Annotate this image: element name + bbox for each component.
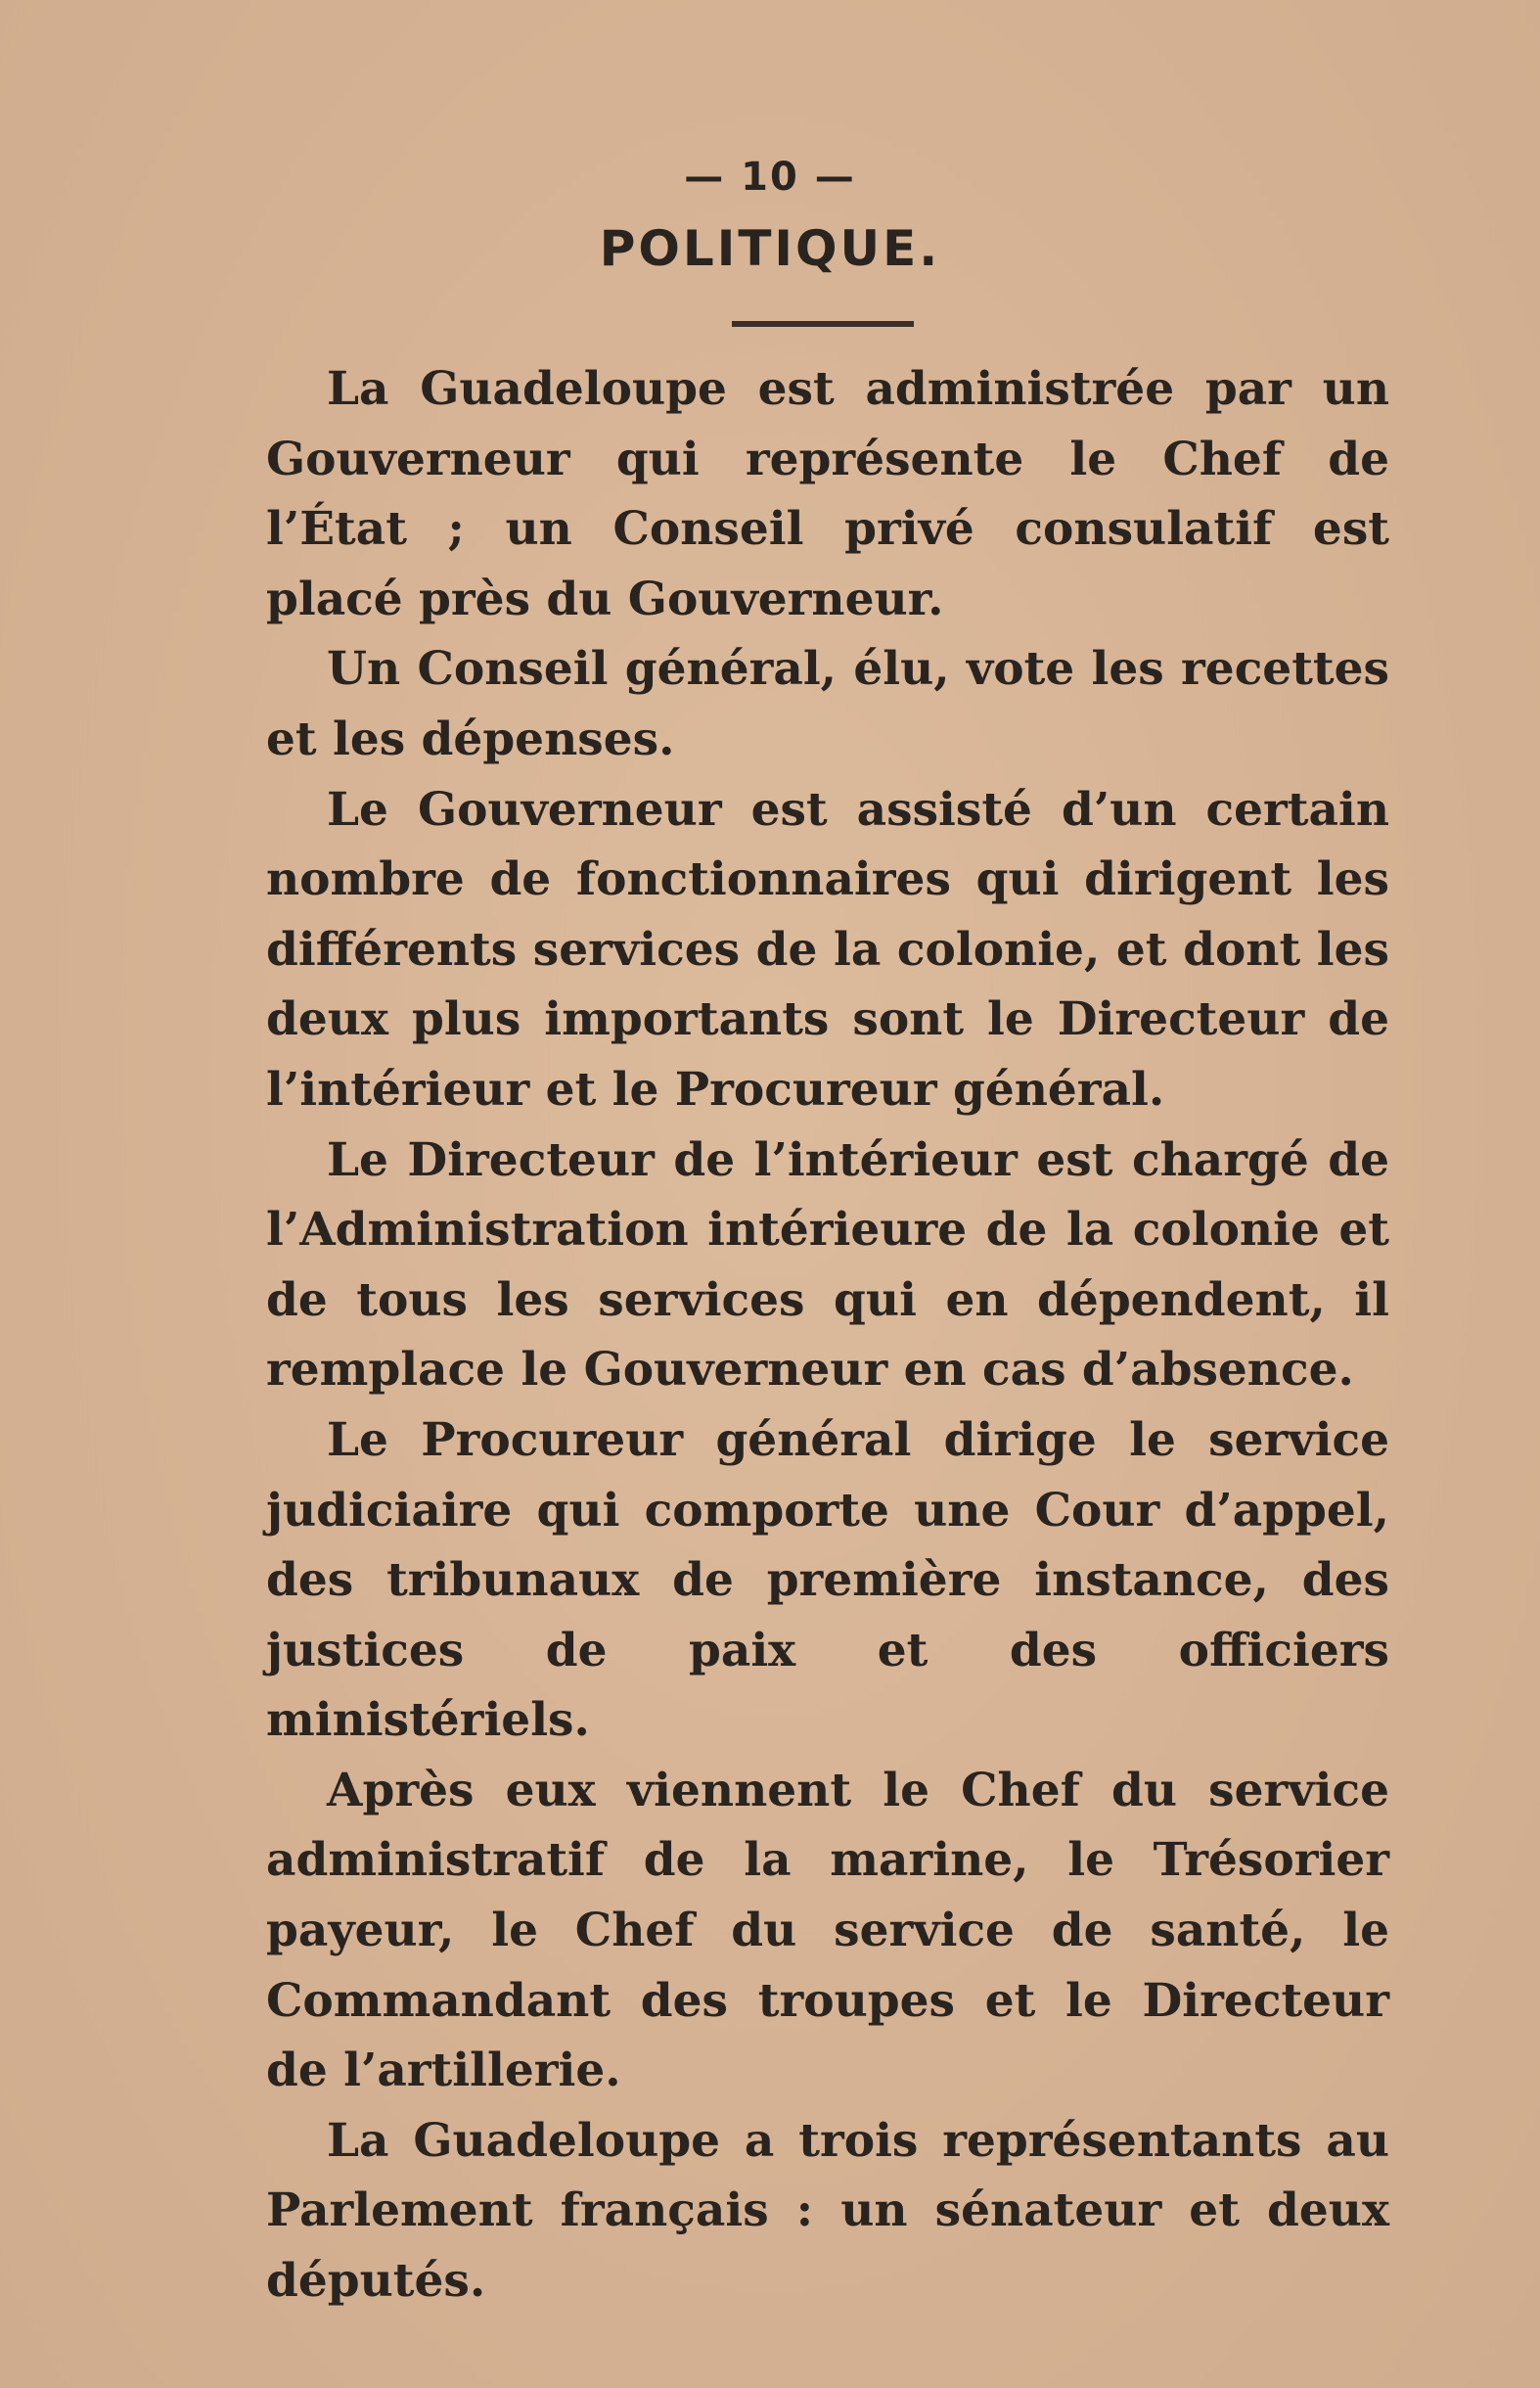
section-title: POLITIQUE. — [599, 220, 941, 277]
paragraph: Après eux viennent le Chef du service administratif de la marine, le Trésorier payeur, le Chef du service de santé, le Commandant des troupes et le Directeur de l’artillerie. — [266, 1763, 1389, 2098]
paragraph: La Guadeloupe est administrée par un Gouverneur qui représente le Chef de l’État ; un Conseil privé consulatif est placé près du Gouverneur. — [266, 362, 1389, 626]
paragraph: Le Gouverneur est assisté d’un certain nombre de fonctionnaires qui dirigent les différents services de la colonie, et dont les deux plus importants sont le Directeur de l’intérieur et le Procureur général. — [266, 782, 1389, 1117]
paragraph: Le Directeur de l’intérieur est chargé de l’Administration intérieure de la colonie et de tous les services qui en dépendent, il remplace le Gouverneur en cas d’absence. — [266, 1132, 1389, 1398]
page-number: — 10 — — [684, 155, 856, 200]
paragraph: Un Conseil général, élu, vote les recettes et les dépenses. — [266, 642, 1389, 766]
paragraph: La Guadeloupe a trois représentants au Parlement français : un sénateur et deux députés. — [266, 2113, 1389, 2309]
paragraph: Le Procureur général dirige le service judiciaire qui comporte une Cour d’appel, des tribunaux de première instance, des justices de paix et des officiers ministériels. — [266, 1412, 1389, 1748]
body-text — [266, 354, 1389, 2317]
title-divider — [732, 321, 914, 327]
